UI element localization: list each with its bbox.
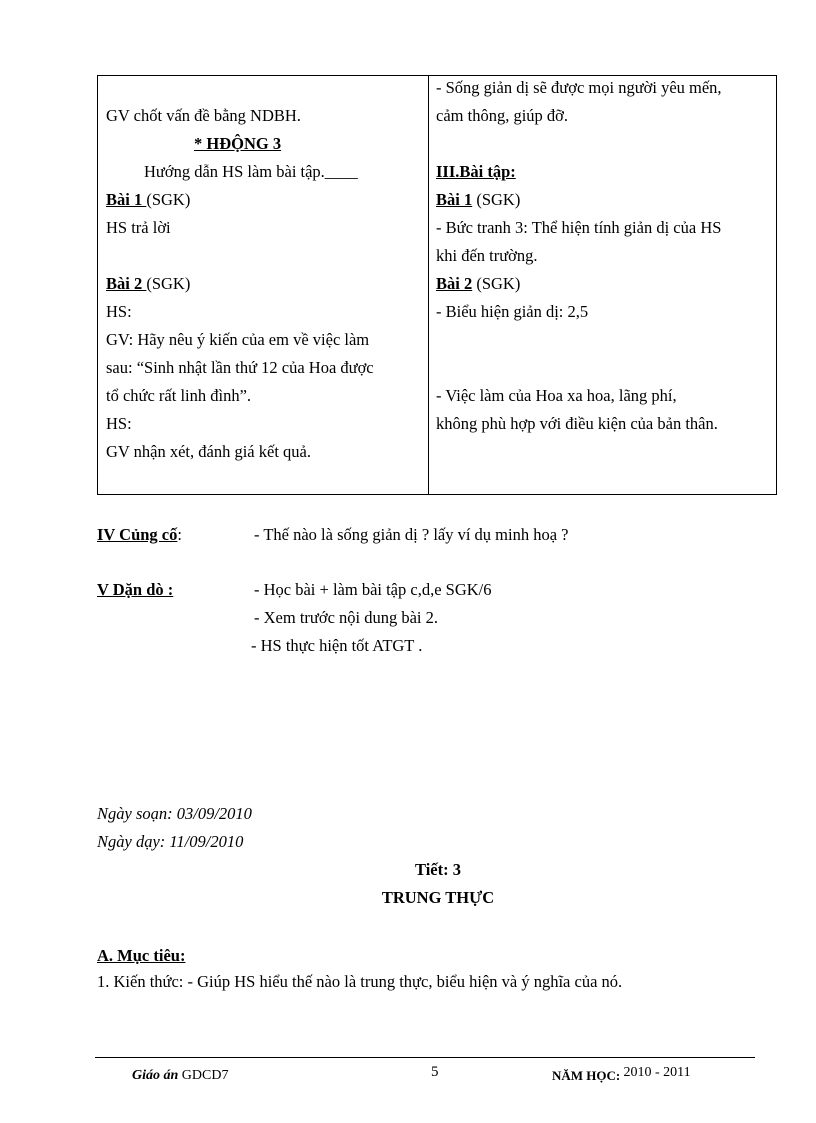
- footer-divider: [95, 1057, 755, 1058]
- table-left-line: HS:: [106, 414, 132, 433]
- dando-item: - Học bài + làm bài tập c,d,e SGK/6: [254, 580, 492, 599]
- table-left-line: HS trả lời: [106, 218, 171, 237]
- exercises-heading: III.Bài tập:: [436, 162, 516, 181]
- exercise-source: (SGK): [472, 190, 521, 209]
- footer-lesson-plan: [132, 1066, 228, 1086]
- table-left-line: tổ chức rất linh đình”.: [106, 386, 252, 405]
- dando-label: V Dặn dò :: [97, 580, 174, 599]
- exercise-1-right: [436, 190, 520, 210]
- footer-giaoan: Giáo án: [132, 1068, 179, 1083]
- footer-page-number: 5: [431, 1064, 439, 1080]
- table-right-line: - Biểu hiện giản dị: 2,5: [436, 302, 589, 321]
- table-column-divider: [428, 76, 429, 494]
- table-right-line: không phù hợp với điều kiện của bản thân.: [436, 414, 718, 433]
- exercise-label: Bài 1: [436, 190, 473, 209]
- exercise-label: Bài 2: [106, 274, 147, 293]
- table-right-line: cảm thông, giúp đỡ.: [436, 106, 568, 125]
- table-right-line: - Việc làm của Hoa xa hoa, lãng phí,: [436, 386, 677, 405]
- exercise-source: (SGK): [472, 274, 521, 293]
- lesson-period: Tiết: 3: [415, 860, 461, 879]
- exercise-label: Bài 1: [106, 190, 147, 209]
- exercise-2-left: [106, 274, 190, 294]
- dando-item: - HS thực hiện tốt ATGT .: [251, 636, 423, 655]
- table-right-line: - Bức tranh 3: Thể hiện tính giản dị của HS: [436, 218, 722, 237]
- footer-namhoc-label: NĂM HỌC:: [552, 1068, 621, 1083]
- cungco-section: [97, 525, 182, 545]
- cungco-text: - Thế nào là sống giản dị ? lấy ví dụ minh hoạ ?: [254, 525, 569, 544]
- exercise-2-right: [436, 274, 520, 294]
- table-left-line: GV: Hãy nêu ý kiến của em về việc làm: [106, 330, 370, 349]
- exercise-source: (SGK): [146, 190, 191, 209]
- footer-namhoc-value: 2010 - 2011: [623, 1065, 691, 1080]
- date-prepared: Ngày soạn: 03/09/2010: [97, 804, 252, 823]
- objectives-knowledge: 1. Kiến thức: - Giúp HS hiểu thế nào là trung thực, biểu hiện và ý nghĩa của nó.: [97, 972, 623, 991]
- table-left-line: GV nhận xét, đánh giá kết quả.: [106, 442, 311, 461]
- exercise-label: Bài 2: [436, 274, 473, 293]
- objectives-heading: A. Mục tiêu:: [97, 946, 186, 965]
- table-left-line: GV chốt vấn đề bằng NDBH.: [106, 106, 301, 125]
- table-right-line: khi đến trường.: [436, 246, 538, 265]
- dando-item: - Xem trước nội dung bài 2.: [254, 608, 439, 627]
- footer-school-year: [552, 1066, 691, 1087]
- lesson-title: TRUNG THỰC: [381, 888, 495, 907]
- cungco-label: IV Củng cố: [97, 525, 178, 544]
- table-left-line: HS:: [106, 302, 132, 321]
- activity-heading: * HĐỘNG 3: [194, 134, 282, 153]
- date-taught: Ngày dạy: 11/09/2010: [97, 832, 244, 851]
- table-left-line: Hướng dẫn HS làm bài tập.____: [144, 162, 358, 181]
- exercise-source: (SGK): [146, 274, 191, 293]
- lesson-table: [97, 75, 777, 495]
- footer-subject: GDCD7: [181, 1068, 229, 1083]
- table-left-line: sau: “Sinh nhật lần thứ 12 của Hoa được: [106, 358, 374, 377]
- table-right-line: - Sống giản dị sẽ được mọi người yêu mến,: [436, 78, 722, 97]
- cungco-colon: :: [177, 525, 182, 544]
- exercise-1-left: [106, 190, 190, 210]
